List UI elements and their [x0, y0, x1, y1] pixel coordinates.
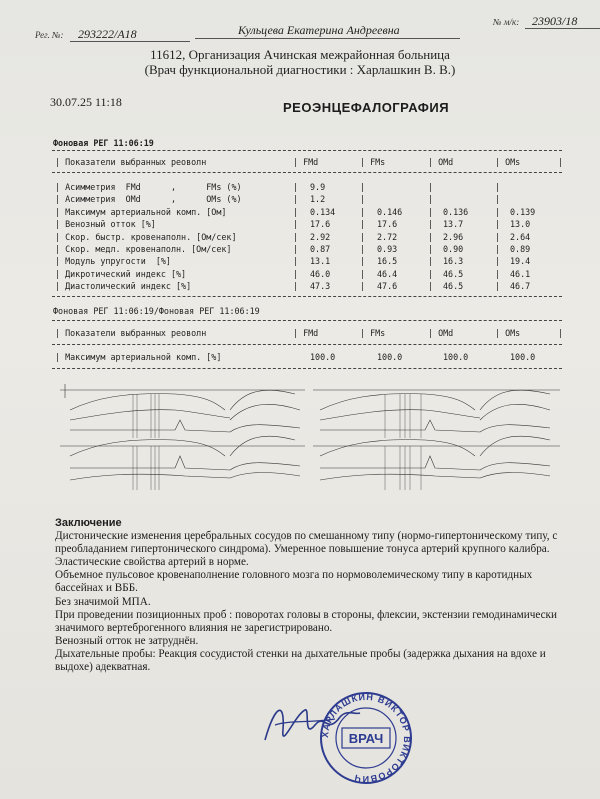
cell-oms: 0.139 — [510, 206, 536, 217]
cell-fmd: 46.0 — [310, 268, 331, 279]
cell-omd: 46.5 — [443, 281, 464, 292]
header-cell: | — [558, 328, 564, 338]
column-separator: | — [360, 182, 366, 192]
column-separator: | — [495, 219, 501, 230]
table2-section-title: Фоновая РЕГ 11:06:19/Фоновая РЕГ 11:06:19 — [53, 306, 260, 316]
divider — [52, 296, 562, 297]
cell-omd: 46.5 — [443, 268, 464, 279]
table-row — [55, 207, 565, 217]
conclusion-line: Без значимой МПА. — [55, 595, 151, 608]
cell-fmd: 13.1 — [310, 256, 331, 267]
column-separator: | — [495, 281, 501, 292]
header-cell: | FMs — [360, 328, 386, 338]
conclusion-line: При проведении позиционных проб : поворотах головы в стороны, флексии, экстензии гемодинамически значимого вертеброгенного влияния не зарегистрировано. — [55, 608, 557, 634]
cell-fms: 17.6 — [377, 219, 398, 230]
conclusion-line: Объемное пульсовое кровенаполнение головного мозга по нормоволемическому типу в каротидных бассейнах и ВББ. — [55, 569, 533, 595]
column-separator: | — [360, 281, 366, 292]
reg-number: 293222/А18 — [78, 27, 137, 41]
cell-fmd: 47.3 — [310, 281, 331, 292]
column-separator: | — [428, 194, 434, 205]
cell-omd: 0.90 — [443, 244, 464, 254]
header-cell: | — [558, 157, 564, 167]
cell-fmd: 100.0 — [310, 352, 336, 362]
cell-oms: 100.0 — [510, 352, 536, 362]
column-separator: | — [360, 206, 366, 217]
cell-fmd: 9.9 — [310, 182, 326, 192]
table-row — [55, 256, 565, 266]
conclusion-line: Эластические свойства артерий в норме. — [55, 556, 249, 569]
row-label: | Дикротический индекс [%] — [55, 268, 187, 279]
row-label: | Максимум артериальной комп. [%] — [55, 352, 222, 362]
row-label: | Асимметрия OMd , OMs (%) — [55, 194, 242, 205]
column-separator: | — [428, 231, 434, 242]
row-label: | Венозный отток [%] — [55, 219, 156, 230]
cell-fmd: 0.134 — [310, 206, 336, 217]
rheogram-waveforms — [55, 380, 560, 500]
cell-fms: 2.72 — [377, 231, 398, 242]
column-separator: | — [495, 244, 501, 254]
column-separator: | — [495, 231, 501, 242]
column-separator: | — [360, 194, 366, 205]
column-separator: | — [293, 231, 299, 242]
page-title: РЕОЭНЦЕФАЛОГРАФИЯ — [283, 100, 450, 115]
table1-section-title: Фоновая РЕГ 11:06:19 — [53, 138, 154, 148]
divider — [52, 172, 562, 173]
column-separator: | — [495, 268, 501, 279]
stamp-center-text: ВРАЧ — [348, 731, 384, 746]
column-separator: | — [495, 206, 501, 217]
column-separator: | — [293, 206, 299, 217]
table-row — [55, 269, 565, 279]
table2-header — [55, 328, 565, 338]
row-label: | Асимметрия FMd , FMs (%) — [55, 182, 242, 192]
table-row — [55, 281, 565, 291]
cell-fms: 0.93 — [377, 244, 398, 254]
report-datetime: 30.07.25 11:18 — [50, 95, 122, 109]
divider — [52, 150, 562, 151]
column-separator: | — [293, 256, 299, 267]
name-underline — [195, 38, 460, 39]
organization-line: 11612, Организация Ачинская межрайонная больница — [150, 47, 450, 62]
table-row — [55, 219, 565, 229]
reg-label: Рег. №: — [35, 30, 64, 40]
cell-fms: 0.146 — [377, 206, 403, 217]
cell-fms: 47.6 — [377, 281, 398, 292]
column-separator: | — [360, 244, 366, 254]
table-row — [55, 232, 565, 242]
cell-fmd: 0.87 — [310, 244, 331, 254]
mk-label: № м/к: — [493, 17, 520, 27]
table-row — [55, 244, 565, 254]
cell-oms: 46.1 — [510, 268, 531, 279]
column-separator: | — [293, 182, 299, 192]
row-label: | Скор. медл. кровенаполн. [Ом/сек] — [55, 244, 232, 254]
conclusion-line: Венозный отток не затруднён. — [55, 634, 199, 647]
divider — [52, 344, 562, 345]
cell-fms: 100.0 — [377, 352, 403, 362]
column-separator: | — [428, 256, 434, 267]
column-separator: | — [360, 219, 366, 230]
row-label: | Модуль упругости [%] — [55, 256, 171, 267]
cell-oms: 2.64 — [510, 231, 531, 242]
doctor-stamp — [318, 690, 414, 786]
column-separator: | — [428, 268, 434, 279]
conclusion-line: Дистонические изменения церебральных сосудов по смешанному типу (нормо-гипертоническому типу, с преобладанием гипертонического синдрома). Умеренное повышение тонуса артерий крупного калибра. — [55, 530, 558, 556]
header-cell: | OMd — [428, 157, 454, 167]
table1-header — [55, 157, 565, 167]
conclusion-block — [55, 517, 575, 674]
table-row — [55, 182, 565, 192]
table2-row — [55, 352, 565, 362]
header-cell: | FMd — [293, 328, 319, 338]
patient-name: Кульцева Екатерина Андреевна — [238, 23, 400, 37]
column-separator: | — [428, 206, 434, 217]
conclusion-line: Дыхательные пробы: Реакция сосудистой стенки на дыхательные пробы (задержка дыхания на вдохе и выдохе) адекватная. — [55, 647, 546, 674]
cell-oms: 19.4 — [510, 256, 531, 267]
column-separator: | — [293, 281, 299, 292]
row-label: | Максимум артериальной комп. [Ом] — [55, 206, 227, 217]
cell-omd: 100.0 — [443, 352, 469, 362]
cell-oms: 13.0 — [510, 219, 531, 230]
column-separator: | — [428, 244, 434, 254]
cell-oms: 0.89 — [510, 244, 531, 254]
mk-underline — [525, 28, 600, 29]
cell-oms: 46.7 — [510, 281, 531, 292]
cell-fmd: 2.92 — [310, 231, 331, 242]
cell-fms: 16.5 — [377, 256, 398, 267]
cell-fms: 46.4 — [377, 268, 398, 279]
column-separator: | — [293, 244, 299, 254]
cell-omd: 0.136 — [443, 206, 469, 217]
divider — [52, 320, 562, 321]
header-cell: | FMd — [293, 157, 319, 167]
cell-omd: 16.3 — [443, 256, 464, 267]
column-separator: | — [495, 194, 501, 205]
column-separator: | — [495, 182, 501, 192]
header-cell: | Показатели выбранных реоволн — [55, 157, 207, 167]
column-separator: | — [293, 194, 299, 205]
column-separator: | — [360, 268, 366, 279]
column-separator: | — [495, 256, 501, 267]
cell-fmd: 17.6 — [310, 219, 331, 230]
table-row — [55, 194, 565, 204]
mk-number: 23903/18 — [532, 14, 578, 28]
stamp-ring-text: ХАРЛАШКИН ВИКТОР ВИКТОРОВИЧ — [319, 691, 413, 785]
column-separator: | — [428, 219, 434, 230]
row-label: | Диастолический индекс [%] — [55, 281, 192, 292]
cell-omd: 2.96 — [443, 231, 464, 242]
header-cell: | OMs — [495, 157, 521, 167]
column-separator: | — [360, 231, 366, 242]
cell-fmd: 1.2 — [310, 194, 326, 205]
header-cell: | Показатели выбранных реоволн — [55, 328, 207, 338]
reg-underline — [70, 41, 190, 42]
column-separator: | — [293, 268, 299, 279]
column-separator: | — [428, 281, 434, 292]
conclusion-heading: Заключение — [55, 517, 122, 529]
doctor-line: (Врач функциональной диагностики : Харлашкин В. В.) — [144, 62, 456, 77]
column-separator: | — [293, 219, 299, 230]
header-cell: | OMs — [495, 328, 521, 338]
row-label: | Скор. быстр. кровенаполн. [Ом/сек] — [55, 231, 237, 242]
cell-omd: 13.7 — [443, 219, 464, 230]
divider — [52, 368, 562, 369]
header-cell: | FMs — [360, 157, 386, 167]
header-cell: | OMd — [428, 328, 454, 338]
column-separator: | — [360, 256, 366, 267]
column-separator: | — [428, 182, 434, 192]
